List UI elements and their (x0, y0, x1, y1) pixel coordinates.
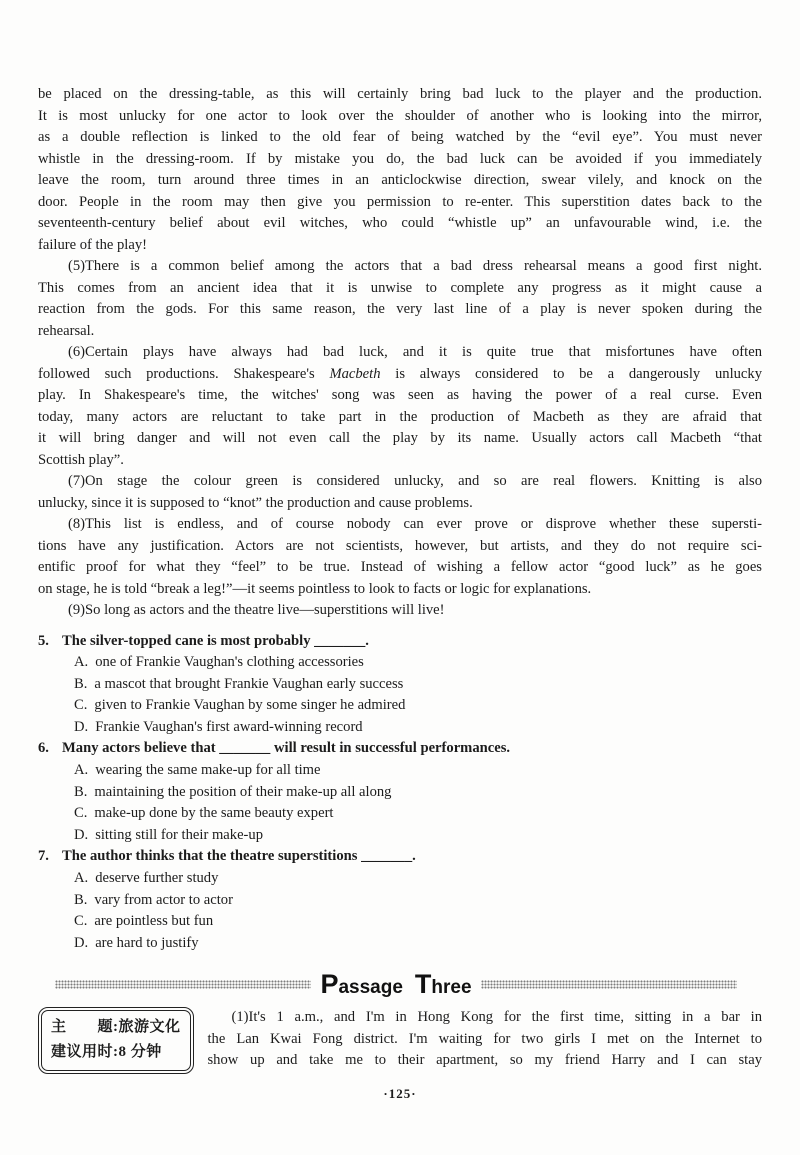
decorative-band-right (481, 980, 737, 989)
option-text: wearing the same make-up for all time (95, 762, 321, 779)
passage-line: it will bring danger and will not even call the play by its name. Usually actors call Macbeth “that (38, 430, 762, 446)
page-number: ·125· (383, 1086, 417, 1101)
question-stem-text: The author thinks that the theatre superstitions _______. (62, 848, 416, 865)
topic-box (38, 1007, 194, 1074)
question-option (38, 803, 762, 825)
passage-line: entific proof for what they “feel” to be true. Instead of wishing a fellow actor “good luck” as he goes (38, 559, 762, 575)
option-text: make-up done by the same beauty expert (94, 805, 334, 822)
option-label: B. (74, 891, 88, 908)
option-label: B. (74, 783, 88, 800)
option-text: given to Frankie Vaughan by some singer he admired (94, 697, 406, 714)
question-option (38, 782, 762, 804)
option-text: vary from actor to actor (94, 891, 233, 908)
option-text: Frankie Vaughan's first award-winning record (95, 718, 363, 735)
passage-two-body (38, 84, 762, 622)
passage-line: play. In Shakespeare's time, the witches' song was seen as having the power of a real curse. Even (38, 387, 762, 403)
passage-line: door. People in the room may then give you permission to re-enter. This superstition dates back to the (38, 193, 762, 210)
option-label: D. (74, 934, 89, 951)
topic-box-inner (41, 1010, 191, 1071)
passage-three-header (38, 969, 762, 999)
question-stem-text: Many actors believe that _______ will result in successful performances. (62, 740, 511, 757)
passage-line: tions have any justification. Actors are not scientists, however, but artists, and they do not require sci- (38, 537, 762, 554)
question-option (38, 760, 762, 782)
passage-line: whistle in the dressing-room. If by mistake you do, the bad luck can be avoided if you immediately (38, 150, 762, 167)
question-stem-text: The silver-topped cane is most probably _______. (62, 632, 369, 649)
question-option (38, 868, 762, 890)
question-option (38, 652, 762, 674)
question-option (38, 911, 762, 933)
question-option (38, 695, 762, 717)
question-stem (38, 738, 762, 760)
passage-line: (9)So long as actors and the theatre live—superstitions will live! (68, 602, 445, 618)
question-option (38, 890, 762, 912)
option-label: C. (74, 805, 88, 822)
option-label: A. (74, 870, 89, 887)
option-label: D. (74, 826, 89, 843)
passage-line: reaction from the gods. For this same reason, the very last line of a play is never spoken during the (38, 301, 762, 317)
passage-line: It is most unlucky for one actor to look over the shoulder of another who is looking into the mirror, (38, 107, 762, 124)
question-number: 7. (38, 848, 49, 865)
passage-line: on stage, he is told “break a leg!”—it seems pointless to look to facts or logic for explanations. (38, 580, 592, 597)
passage-line: (5)There is a common belief among the actors that a bad dress rehearsal means a good first night. (68, 258, 762, 274)
passage-three-row (38, 1007, 762, 1074)
option-text: are hard to justify (95, 934, 199, 951)
passage-line: unlucky, since it is supposed to “knot” the production and cause problems. (38, 494, 473, 511)
option-label: C. (74, 913, 88, 930)
option-text: one of Frankie Vaughan's clothing accessories (95, 654, 364, 671)
passage-line: be placed on the dressing-table, as this will certainly bring bad luck to the player and the production. (38, 86, 762, 102)
passage-line: leave the room, turn around three times in an anticlockwise direction, swear vilely, and knock on the (38, 172, 762, 188)
question-stem (38, 846, 762, 868)
topic-theme: 主 题:旅游文化 (51, 1019, 181, 1036)
title-word: Three (414, 968, 472, 999)
question-stem (38, 631, 762, 653)
passage-line: followed such productions. Shakespeare's Macbeth is always considered to be a dangerously unlucky (38, 365, 762, 382)
question-option (38, 933, 762, 955)
passage-line: today, many actors are reluctant to take part in the production of Macbeth as they are afraid that (38, 408, 762, 425)
topic-suggested-time: 建议用时:8 分钟 (51, 1044, 162, 1061)
decorative-band-left (55, 980, 311, 989)
intro-line: (1)It's 1 a.m., and I'm in Hong Kong for the first time, sitting in a bar in (231, 1009, 762, 1026)
passage-three-title (320, 969, 471, 1000)
question-number: 5. (38, 632, 49, 649)
passage-line: Scottish play”. (38, 451, 124, 468)
option-label: C. (74, 697, 88, 714)
questions (38, 631, 762, 955)
intro-line: the Lan Kwai Fong district. I'm waiting for two girls I met on the Internet to (207, 1030, 762, 1047)
intro-line: show up and take me to their apartment, so my friend Harry and I can stay (207, 1052, 762, 1069)
question-option (38, 825, 762, 847)
option-text: deserve further study (95, 870, 219, 887)
option-text: sitting still for their make-up (95, 826, 264, 843)
passage-line: (7)On stage the colour green is considered unlucky, and so are real flowers. Knitting is also (68, 473, 762, 489)
option-label: D. (74, 718, 89, 735)
option-label: A. (74, 762, 89, 779)
title-word: Passage (320, 968, 403, 999)
question-option (38, 674, 762, 696)
passage-line: rehearsal. (38, 322, 95, 339)
passage-line: failure of the play! (38, 236, 147, 253)
option-text: a mascot that brought Frankie Vaughan early success (94, 675, 404, 692)
passage-line: This comes from an ancient idea that it is unwise to complete any progress as it might cause a (38, 279, 762, 296)
option-text: are pointless but fun (94, 913, 214, 930)
passage-line: (8)This list is endless, and of course nobody can ever prove or disprove whether these supersti- (68, 516, 762, 532)
passage-line: seventeenth-century belief about evil witches, who could “whistle up” an unfavourable wind, i.e. the (38, 215, 762, 231)
passage-three-intro (208, 1007, 763, 1074)
option-text: maintaining the position of their make-up all along (94, 783, 392, 800)
question-number: 6. (38, 740, 49, 757)
option-label: B. (74, 675, 88, 692)
passage-line: as a double reflection is linked to the old fear of being watched by the “evil eye”. You must never (38, 129, 762, 145)
passage-line: (6)Certain plays have always had bad luck, and it is quite true that misfortunes have often (68, 344, 762, 360)
question-option (38, 717, 762, 739)
option-label: A. (74, 654, 89, 671)
